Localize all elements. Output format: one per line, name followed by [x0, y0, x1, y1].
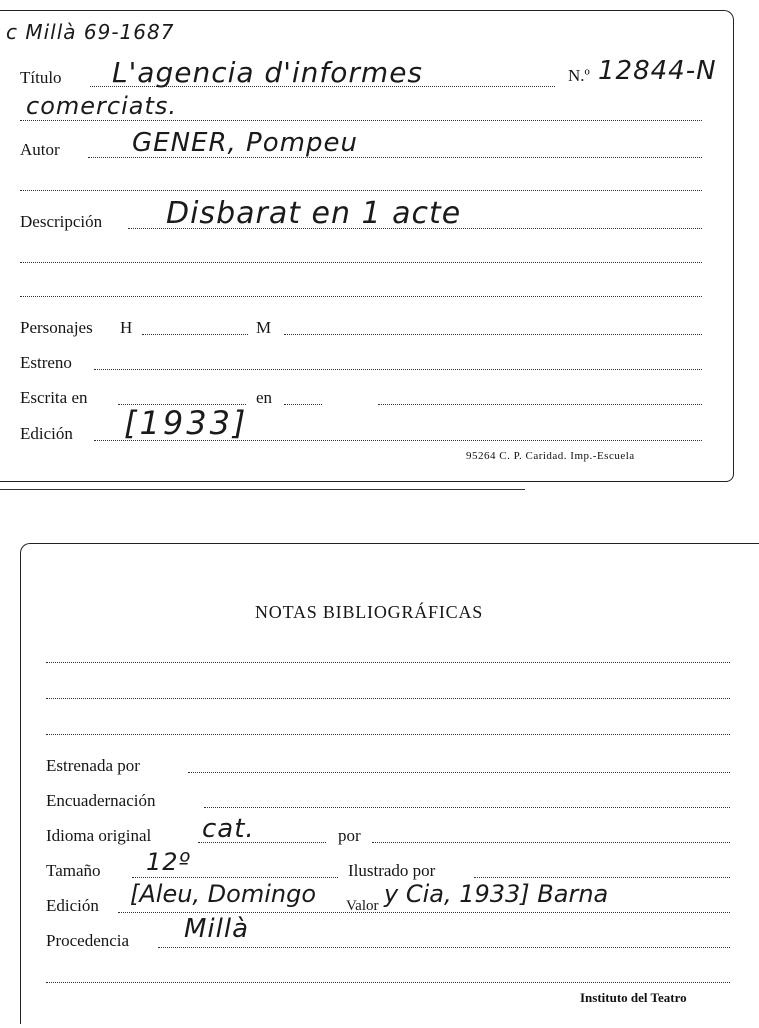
titulo-value: L'agencia d'informes [112, 56, 424, 89]
numero-value: 12844-N [598, 56, 717, 86]
notas-line-1 [46, 662, 730, 663]
corner-note: c Millà 69-1687 [6, 20, 175, 44]
titulo-label: Título [20, 68, 62, 87]
edicion-notas-value-b: y Cia, 1933] Barna [384, 880, 609, 908]
autor-line-2 [20, 190, 702, 191]
procedencia-value: Millà [184, 914, 250, 944]
personajes-m-label: M [256, 318, 272, 337]
tamano-label: Tamaño [46, 861, 101, 880]
estreno-label: Estreno [20, 353, 72, 372]
personajes-h-label: H [120, 318, 133, 337]
edicion-value: [1933] [124, 404, 249, 442]
estreno-line [94, 369, 702, 370]
descripcion-line-3 [20, 296, 702, 297]
edicion-notas-label: Edición [46, 896, 99, 915]
titulo-line-2 [20, 120, 702, 121]
autor-value: GENER, Pompeu [132, 128, 358, 158]
ilustrado-line [474, 877, 730, 878]
scan-cut-line [0, 489, 525, 490]
estrenada-line [188, 772, 730, 773]
tamano-line [132, 877, 338, 878]
edicion-notas-value-a: [Aleu, Domingo [130, 880, 317, 908]
escrita-en-line [284, 404, 322, 405]
titulo-value-continued: comerciats. [26, 92, 178, 120]
personajes-label: Personajes [20, 318, 93, 337]
descripcion-value: Disbarat en 1 acte [166, 196, 462, 231]
personajes-h-line [142, 334, 248, 335]
personajes-m-line [284, 334, 702, 335]
procedencia-line [158, 947, 730, 948]
autor-label: Autor [20, 140, 60, 159]
edicion-label: Edición [20, 424, 73, 443]
escrita-en-label: en [256, 388, 273, 407]
notas-line-3 [46, 734, 730, 735]
valor-label: Valor [346, 898, 379, 914]
tamano-value: 12º [146, 848, 191, 876]
institution-footer: Instituto del Teatro [580, 990, 687, 1005]
descripcion-line-2 [20, 262, 702, 263]
idioma-value: cat. [202, 814, 255, 844]
printer-imprint: 95264 C. P. Caridad. Imp.-Escuela [466, 450, 635, 462]
edicion-notas-line [118, 912, 730, 913]
encuadernacion-label: Encuadernación [46, 791, 156, 810]
por-line [372, 842, 730, 843]
procedencia-line-2 [46, 982, 730, 983]
encuadernacion-line [204, 807, 730, 808]
escrita-en-line-b [378, 404, 702, 405]
idioma-label: Idioma original [46, 826, 152, 845]
notas-line-2 [46, 698, 730, 699]
descripcion-label: Descripción [20, 212, 103, 231]
notas-heading: NOTAS BIBLIOGRÁFICAS [255, 602, 484, 622]
ilustrado-label: Ilustrado por [348, 861, 436, 880]
procedencia-label: Procedencia [46, 931, 130, 950]
escrita-label: Escrita en [20, 388, 88, 407]
estrenada-label: Estrenada por [46, 756, 140, 775]
por-label: por [338, 826, 361, 845]
numero-label: N.º [568, 66, 590, 85]
